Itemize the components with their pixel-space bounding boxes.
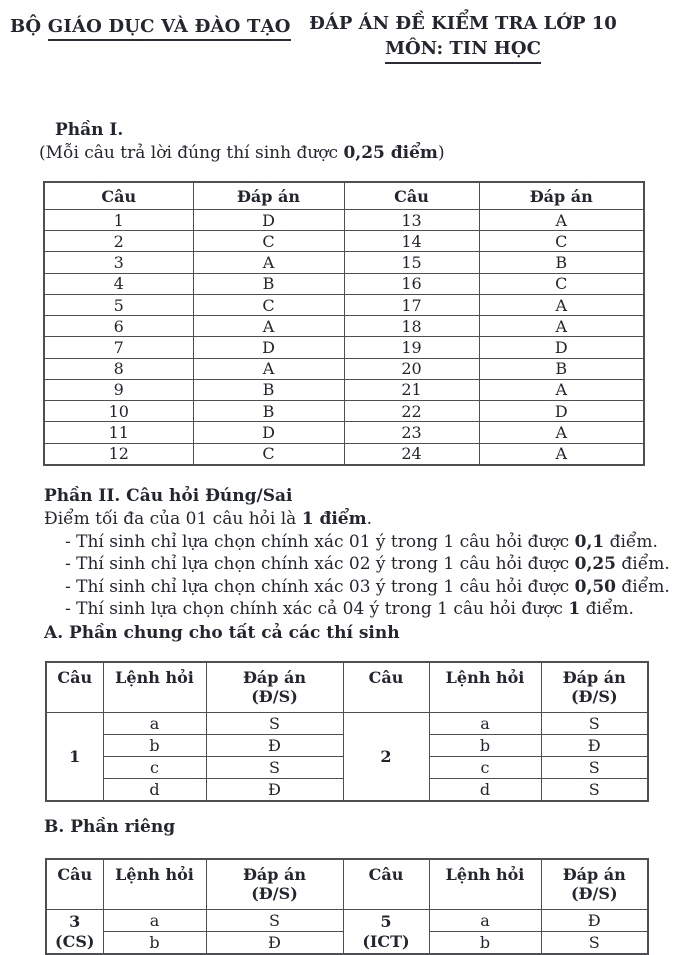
answer-cell: A bbox=[479, 316, 644, 337]
column-header-cau: Câu bbox=[343, 662, 429, 713]
answer-cell: D bbox=[193, 337, 344, 358]
answer-cell: 8 bbox=[44, 358, 193, 379]
section-a-table bbox=[45, 661, 649, 802]
answer-cell: C bbox=[193, 443, 344, 465]
question-number-cell: 3 (CS) bbox=[46, 910, 103, 955]
answer-cell: C bbox=[479, 273, 644, 294]
document-title: ĐÁP ÁN ĐỀ KIỂM TRA LỚP 10 bbox=[309, 13, 617, 34]
answer-cell: B bbox=[479, 252, 644, 273]
answer-cell: B bbox=[193, 379, 344, 400]
answer-cell: 9 bbox=[44, 379, 193, 400]
answer-cell: Đ bbox=[541, 735, 648, 757]
question-number-cell: 1 bbox=[46, 713, 103, 802]
column-header-dapan-ds: Đáp án (Đ/S) bbox=[206, 662, 343, 713]
ministry-name bbox=[10, 16, 291, 37]
scoring-rule: - Thí sinh lựa chọn chính xác cả 04 ý trong 1 câu hỏi được 1 điểm. bbox=[65, 598, 634, 619]
scoring-rule-points: 0,25 bbox=[574, 554, 617, 575]
prompt-cell: b bbox=[103, 735, 206, 757]
prompt-cell: a bbox=[429, 910, 541, 932]
column-header-dapan-ds: Đáp án (Đ/S) bbox=[541, 859, 648, 910]
answer-cell: D bbox=[193, 210, 344, 231]
answer-cell: 13 bbox=[344, 210, 479, 231]
answer-cell: 12 bbox=[44, 443, 193, 465]
scoring-rule-points: 1 bbox=[568, 598, 581, 619]
answer-cell: A bbox=[479, 443, 644, 465]
answer-row bbox=[44, 294, 644, 315]
answer-cell: 3 bbox=[44, 252, 193, 273]
prompt-cell: b bbox=[429, 735, 541, 757]
answer-cell: 15 bbox=[344, 252, 479, 273]
answer-cell: A bbox=[479, 294, 644, 315]
answer-row bbox=[44, 316, 644, 337]
answer-row bbox=[44, 443, 644, 465]
answer-cell: B bbox=[193, 401, 344, 422]
column-header-lenhhoi: Lệnh hỏi bbox=[103, 662, 206, 713]
answer-cell: 10 bbox=[44, 401, 193, 422]
answer-cell: 17 bbox=[344, 294, 479, 315]
table-row bbox=[46, 713, 648, 735]
answer-cell: 23 bbox=[344, 422, 479, 443]
answer-row bbox=[44, 231, 644, 252]
question-number-cell: 2 bbox=[343, 713, 429, 802]
column-header-dapan-ds: Đáp án (Đ/S) bbox=[541, 662, 648, 713]
answer-cell: C bbox=[193, 294, 344, 315]
prompt-cell: d bbox=[429, 779, 541, 802]
part2-scoring-rules bbox=[65, 531, 670, 620]
answer-cell: 4 bbox=[44, 273, 193, 294]
answer-cell: 18 bbox=[344, 316, 479, 337]
answer-row bbox=[44, 210, 644, 231]
answer-cell: S bbox=[541, 932, 648, 955]
prompt-cell: c bbox=[429, 757, 541, 779]
scoring-rule: - Thí sinh chỉ lựa chọn chính xác 01 ý trong 1 câu hỏi được 0,1 điểm. bbox=[65, 532, 658, 552]
answer-cell: A bbox=[479, 422, 644, 443]
answer-cell: 22 bbox=[344, 401, 479, 422]
answer-row bbox=[44, 422, 644, 443]
question-number-cell: 5 (ICT) bbox=[343, 910, 429, 955]
column-header-lenhhoi: Lệnh hỏi bbox=[429, 859, 541, 910]
answer-cell: A bbox=[193, 358, 344, 379]
answer-row bbox=[44, 358, 644, 379]
prompt-cell: b bbox=[429, 932, 541, 955]
answer-cell: 20 bbox=[344, 358, 479, 379]
part1-header-row bbox=[44, 182, 644, 210]
column-header-dapan-ds: Đáp án (Đ/S) bbox=[206, 859, 343, 910]
answer-cell: 6 bbox=[44, 316, 193, 337]
answer-cell: B bbox=[193, 273, 344, 294]
answer-cell: C bbox=[193, 231, 344, 252]
prompt-cell: c bbox=[103, 757, 206, 779]
answer-cell: S bbox=[206, 713, 343, 735]
answer-row bbox=[44, 252, 644, 273]
prompt-cell: d bbox=[103, 779, 206, 802]
max-score-value: 1 điểm bbox=[301, 509, 367, 529]
answer-cell: S bbox=[541, 757, 648, 779]
part2-max-score-line: Điểm tối đa của 01 câu hỏi là 1 điểm. bbox=[44, 509, 373, 529]
answer-cell: A bbox=[479, 210, 644, 231]
scoring-rule-points: 0,1 bbox=[574, 532, 605, 552]
scoring-rule: - Thí sinh chỉ lựa chọn chính xác 03 ý trong 1 câu hỏi được 0,50 điểm. bbox=[65, 576, 670, 597]
answer-cell: Đ bbox=[206, 735, 343, 757]
answer-cell: 2 bbox=[44, 231, 193, 252]
part1-heading: Phần I. bbox=[55, 120, 124, 140]
answer-cell: S bbox=[206, 757, 343, 779]
section-b-table bbox=[45, 858, 649, 955]
answer-cell: A bbox=[193, 252, 344, 273]
part1-answer-table bbox=[43, 181, 645, 466]
answer-cell: 11 bbox=[44, 422, 193, 443]
answer-cell: 5 bbox=[44, 294, 193, 315]
section-a-heading: A. Phần chung cho tất cả các thí sinh bbox=[44, 623, 400, 643]
answer-cell: 21 bbox=[344, 379, 479, 400]
column-header-dapan: Đáp án bbox=[193, 182, 344, 210]
answer-cell: Đ bbox=[541, 910, 648, 932]
answer-cell: D bbox=[193, 422, 344, 443]
ministry-name-prefix: BỘ bbox=[10, 16, 48, 37]
answer-cell: 19 bbox=[344, 337, 479, 358]
prompt-cell: a bbox=[103, 713, 206, 735]
answer-row bbox=[44, 337, 644, 358]
answer-cell: D bbox=[479, 401, 644, 422]
column-header-dapan: Đáp án bbox=[479, 182, 644, 210]
answer-row bbox=[44, 379, 644, 400]
section-b-heading: B. Phần riêng bbox=[44, 817, 176, 837]
scoring-rule-points: 0,50 bbox=[574, 576, 617, 597]
column-header-lenhhoi: Lệnh hỏi bbox=[103, 859, 206, 910]
answer-row bbox=[44, 401, 644, 422]
ministry-name-underlined: GIÁO DỤC VÀ ĐÀO TẠO bbox=[48, 16, 291, 41]
section-a-header-row bbox=[46, 662, 648, 713]
answer-cell: 24 bbox=[344, 443, 479, 465]
answer-cell: Đ bbox=[206, 932, 343, 955]
answer-cell: 16 bbox=[344, 273, 479, 294]
answer-cell: A bbox=[193, 316, 344, 337]
answer-cell: D bbox=[479, 337, 644, 358]
part1-scoring-note: (Mỗi câu trả lời đúng thí sinh được 0,25 điểm) bbox=[39, 143, 445, 163]
answer-cell: C bbox=[479, 231, 644, 252]
prompt-cell: a bbox=[103, 910, 206, 932]
answer-cell: S bbox=[541, 713, 648, 735]
part1-note-points: 0,25 điểm bbox=[343, 143, 438, 163]
part2-heading: Phần II. Câu hỏi Đúng/Sai bbox=[44, 486, 293, 506]
table-row bbox=[46, 910, 648, 932]
document-title-block bbox=[305, 13, 621, 60]
column-header-cau: Câu bbox=[344, 182, 479, 210]
answer-cell: 14 bbox=[344, 231, 479, 252]
answer-cell: Đ bbox=[206, 779, 343, 802]
answer-cell: 7 bbox=[44, 337, 193, 358]
answer-cell: A bbox=[479, 379, 644, 400]
column-header-cau: Câu bbox=[44, 182, 193, 210]
answer-cell: S bbox=[206, 910, 343, 932]
prompt-cell: b bbox=[103, 932, 206, 955]
section-b-header-row bbox=[46, 859, 648, 910]
subject-line: MÔN: TIN HỌC bbox=[305, 38, 621, 60]
column-header-cau: Câu bbox=[46, 859, 103, 910]
scoring-rule: - Thí sinh chỉ lựa chọn chính xác 02 ý trong 1 câu hỏi được 0,25 điểm. bbox=[65, 554, 670, 575]
answer-cell: 1 bbox=[44, 210, 193, 231]
answer-cell: B bbox=[479, 358, 644, 379]
answer-row bbox=[44, 273, 644, 294]
prompt-cell: a bbox=[429, 713, 541, 735]
column-header-lenhhoi: Lệnh hỏi bbox=[429, 662, 541, 713]
column-header-cau: Câu bbox=[46, 662, 103, 713]
answer-cell: S bbox=[541, 779, 648, 802]
column-header-cau: Câu bbox=[343, 859, 429, 910]
